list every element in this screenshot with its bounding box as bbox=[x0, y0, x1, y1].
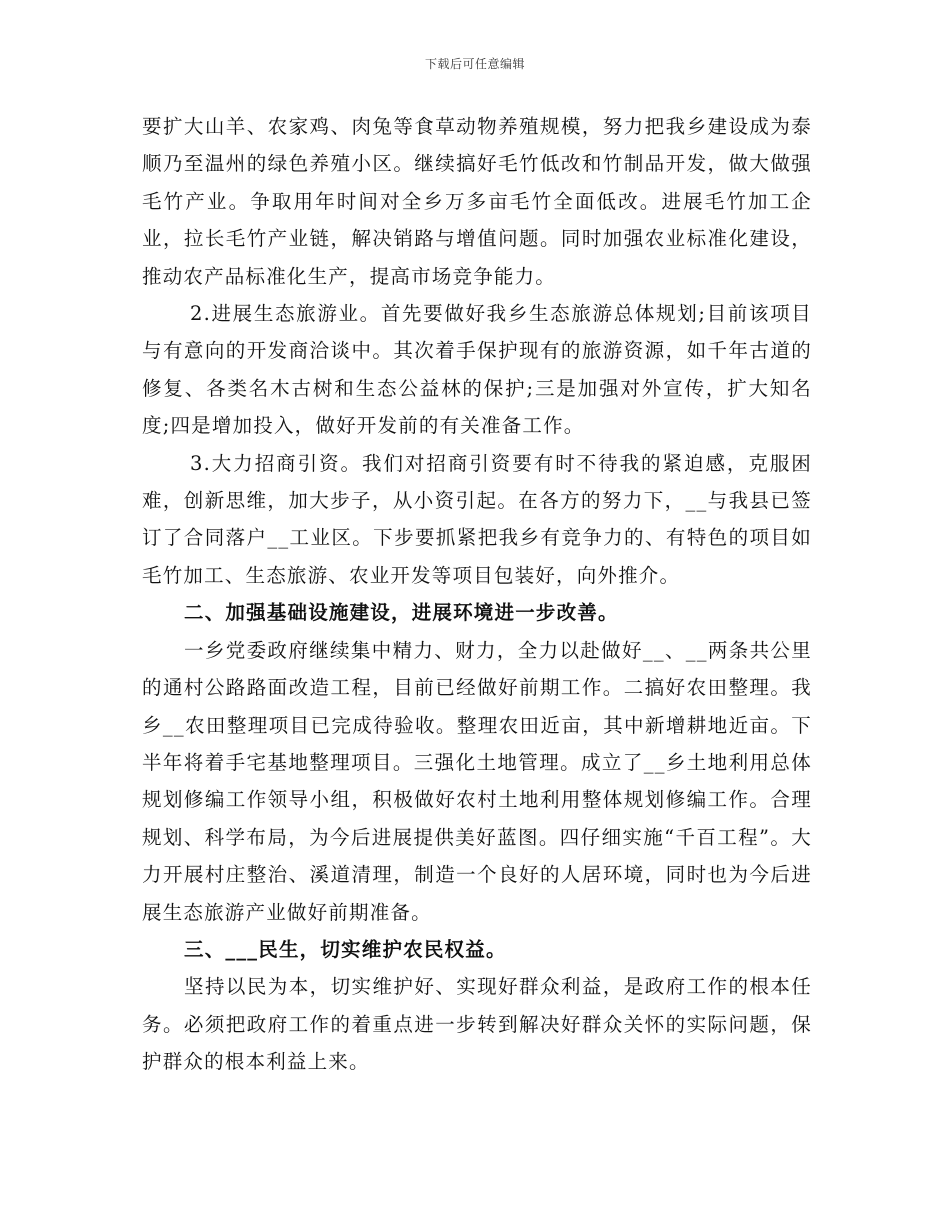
paragraph: 2.进展生态旅游业。首先要做好我乡生态旅游总体规划;目前该项目与有意向的开发商洽谈中。其次着手保护现有的旅游资源，如千年古道的修复、各类名木古树和生态公益林的保护;三是加强对外宣传，扩大知名度;四是增加投入，做好开发前的有关准备工作。 bbox=[142, 302, 812, 438]
paragraph: 一乡党委政府继续集中精力、财力，全力以赴做好__、__两条共公里的通村公路路面改造工程，目前已经做好前期工作。二搞好农田整理。我乡__农田整理项目已完成待验收。整理农田近亩，其中新增耕地近亩。下半年将着手宅基地整理项目。三强化土地管理。成立了__乡土地利用总体规划修编工作领导小组，积极做好农村土地利用整体规划修编工作。合理规划、科学布局，为今后进展提供美好蓝图。四仔细实施“千百工程”。大力开展村庄整治、溪道清理，制造一个良好的人居环境，同时也为今后进展生态旅游产业做好前期准备。 bbox=[142, 638, 812, 924]
document-body bbox=[142, 108, 812, 1081]
paragraph: 坚持以民为本，切实维护好、实现好群众利益，是政府工作的根本任务。必须把政府工作的着重点进一步转到解决好群众关怀的实际问题，保护群众的根本利益上来。 bbox=[142, 975, 812, 1074]
page-header: 下载后可任意编辑 bbox=[424, 57, 525, 71]
section-heading: 二、加强基础设施建设，进展环境进一步改善。 bbox=[184, 601, 619, 625]
paragraph: 3.大力招商引资。我们对招商引资要有时不待我的紧迫感，克服困难，创新思维，加大步子，从小资引起。在各方的努力下，__与我县已签订了合同落户__工业区。下步要抓紧把我乡有竞争力的、有特色的项目如毛竹加工、生态旅游、农业开发等项目包装好，向外推介。 bbox=[142, 451, 812, 587]
paragraph: 要扩大山羊、农家鸡、肉兔等食草动物养殖规模，努力把我乡建设成为泰顺乃至温州的绿色养殖小区。继续搞好毛竹低改和竹制品开发，做大做强毛竹产业。争取用年时间对全乡万多亩毛竹全面低改。进展毛竹加工企业，拉长毛竹产业链，解决销路与增值问题。同时加强农业标准化建设，推动农产品标准化生产，提高市场竞争能力。 bbox=[142, 115, 812, 288]
section-heading: 三、___民生，切实维护农民权益。 bbox=[184, 937, 507, 961]
